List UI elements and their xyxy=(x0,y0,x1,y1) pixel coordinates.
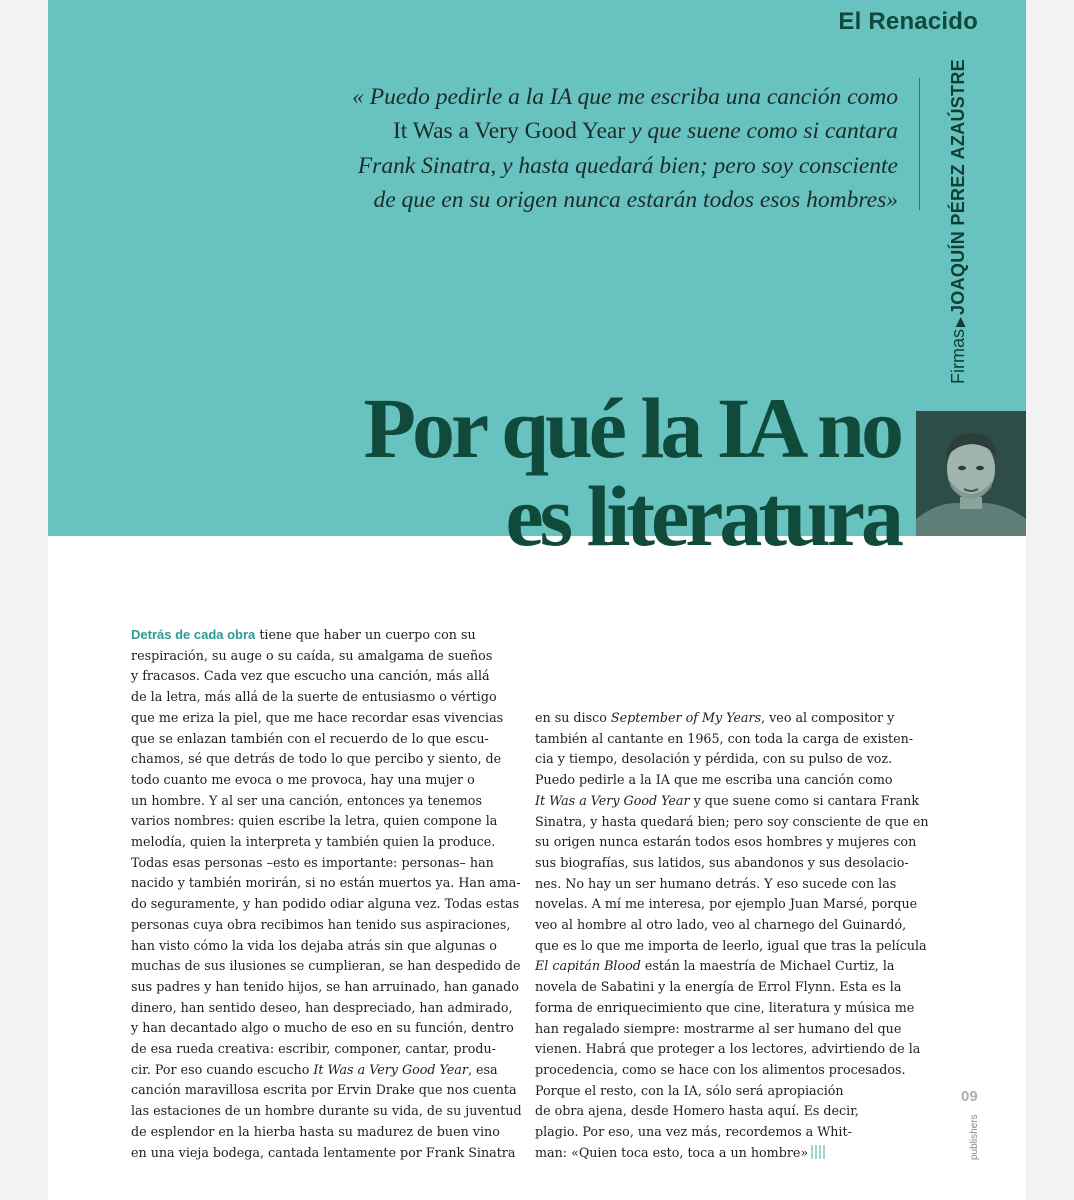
body-column-left xyxy=(131,625,522,1163)
body-line: nes. No hay un ser humano detrás. Y eso sucede con las xyxy=(535,875,897,891)
arrow-right-icon: ▶ xyxy=(952,317,967,327)
body-line: las estaciones de un hombre durante su vida, de su juventud xyxy=(131,1103,522,1119)
body-line: sus padres y han tenido hijos, se han arruinado, han ganado xyxy=(131,978,519,994)
pull-quote-line: It Was a Very Good Year y que suene como si cantara xyxy=(392,118,898,145)
body-line: han regalado siempre: mostrarme al ser humano del que xyxy=(535,1020,902,1036)
body-line: respiración, su auge o su caída, su amalgama de sueños xyxy=(131,647,493,663)
song-title: It Was a Very Good Year xyxy=(535,792,690,808)
body-line: en una vieja bodega, cantada lentamente por Frank Sinatra xyxy=(131,1144,516,1160)
body-line: muchas de sus ilusiones se cumplieran, se han despedido de xyxy=(131,958,521,974)
song-title: It Was a Very Good Year xyxy=(313,1061,468,1077)
page-number: 09 xyxy=(961,1088,978,1105)
body-line: melodía, quien la interpreta y también quien la produce. xyxy=(131,834,496,850)
body-line: un hombre. Y al ser una canción, entonces ya tenemos xyxy=(131,792,482,808)
body-line: vienen. Habrá que proteger a los lectores, advirtiendo de la xyxy=(535,1041,921,1057)
body-line: nacido y también morirán, si no están muertos ya. Han ama- xyxy=(131,875,521,891)
body-line: han visto cómo la vida los dejaba atrás sin que algunas o xyxy=(131,937,497,953)
body-line: varios nombres: quien escribe la letra, quien compone la xyxy=(131,813,498,829)
body-line: Sinatra, y hasta quedará bien; pero soy consciente de que en xyxy=(535,813,929,829)
body-line: que me eriza la piel, que me hace recordar esas vivencias xyxy=(131,709,504,725)
body-line: cia y tiempo, desolación y pérdida, con su pulso de voz. xyxy=(535,751,893,767)
divider xyxy=(919,78,920,210)
body-line: plagio. Por eso, una vez más, recordemos a Whit- xyxy=(535,1124,852,1140)
film-title: El capitán Blood xyxy=(535,958,641,974)
body-line: todo cuanto me evoca o me provoca, hay una mujer o xyxy=(131,771,475,787)
body-line: que es lo que me importa de leerlo, igual que tras la película xyxy=(535,937,927,953)
body-line: en su disco September of My Years, veo al compositor y xyxy=(535,710,895,725)
body-line: de esa rueda creativa: escribir, componer, cantar, produ- xyxy=(131,1041,496,1057)
body-line: y fracasos. Cada vez que escucho una canción, más allá xyxy=(131,668,490,684)
brand-logo: publishers xyxy=(969,1114,980,1160)
byline xyxy=(941,24,975,384)
body-line: sus biografías, sus latidos, sus abandonos y sus desolacio- xyxy=(535,854,909,870)
pull-quote-line: Frank Sinatra, y hasta quedará bien; pero soy consciente xyxy=(357,152,898,179)
lead-in: Detrás de cada obra xyxy=(131,627,256,642)
body-line: El capitán Blood están la maestría de Michael Curtiz, la xyxy=(535,958,895,974)
body-line: It Was a Very Good Year y que suene como si cantara Frank xyxy=(535,792,920,808)
album-title: September of My Years xyxy=(610,710,762,725)
body-line: forma de enriquecimiento que cine, literatura y música me xyxy=(535,999,915,1015)
body-line: de la letra, más allá de la suerte de entusiasmo o vértigo xyxy=(131,689,497,705)
body-line: Todas esas personas –esto es importante: personas– han xyxy=(131,854,494,870)
body-line: Porque el resto, con la IA, sólo será apropiación xyxy=(535,1082,844,1098)
author-photo xyxy=(916,411,1026,536)
body-line: personas cuya obra recibimos han tenido sus aspiraciones, xyxy=(131,916,511,932)
headline xyxy=(300,380,900,564)
body-line: novela de Sabatini y la energía de Errol Flynn. Esta es la xyxy=(535,979,902,995)
headline-line: Por qué la IA no xyxy=(363,380,900,476)
body-column-right xyxy=(535,708,929,1163)
body-line: Puedo pedirle a la IA que me escriba una canción como xyxy=(535,772,893,788)
end-mark-icon xyxy=(811,1145,827,1159)
body-line: canción maravillosa escrita por Ervin Drake que nos cuenta xyxy=(131,1082,517,1098)
body-line: dinero, han sentido deseo, han despreciado, han admirado, xyxy=(131,999,513,1015)
body-line: man: «Quien toca esto, toca a un hombre» xyxy=(535,1143,929,1164)
byline-category: Firmas xyxy=(948,329,968,384)
body-line: Detrás de cada obra tiene que haber un cuerpo con su xyxy=(131,627,476,642)
pull-quote xyxy=(300,80,898,217)
body-line: de esplendor en la hierba hasta su madurez de buen vino xyxy=(131,1123,500,1139)
body-line: que se enlazan también con el recuerdo de lo que escu- xyxy=(131,730,489,746)
body-line: do seguramente, y han podido odiar alguna vez. Todas estas xyxy=(131,896,520,912)
body-line: chamos, sé que detrás de todo lo que percibo y siento, de xyxy=(131,751,502,767)
byline-author: JOAQUÍN PÉREZ AZAÚSTRE xyxy=(948,59,968,315)
body-line: y han decantado algo o mucho de eso en su función, dentro xyxy=(131,1020,514,1036)
author-portrait-image xyxy=(916,411,1026,536)
body-line: novelas. A mí me interesa, por ejemplo Juan Marsé, porque xyxy=(535,896,918,912)
pull-quote-line: « Puedo pedirle a la IA que me escriba una canción como xyxy=(352,84,898,110)
body-line: procedencia, como se hace con los alimentos procesados. xyxy=(535,1061,906,1077)
headline-line: es literatura xyxy=(505,468,900,564)
body-line: veo al hombre al otro lado, veo al charnego del Guinardó, xyxy=(535,917,907,933)
section-tag: El Renacido xyxy=(838,8,978,35)
body-line: cir. Por eso cuando escucho It Was a Very Good Year, esa xyxy=(131,1061,498,1077)
pull-quote-line: de que en su origen nunca estarán todos esos hombres» xyxy=(373,186,898,213)
body-line: su origen nunca estarán todos esos hombres y mujeres con xyxy=(535,834,917,850)
body-line: de obra ajena, desde Homero hasta aquí. Es decir, xyxy=(535,1103,859,1119)
song-title: It Was a Very Good Year xyxy=(392,118,626,145)
body-line: también al cantante en 1965, con toda la carga de existen- xyxy=(535,730,914,746)
